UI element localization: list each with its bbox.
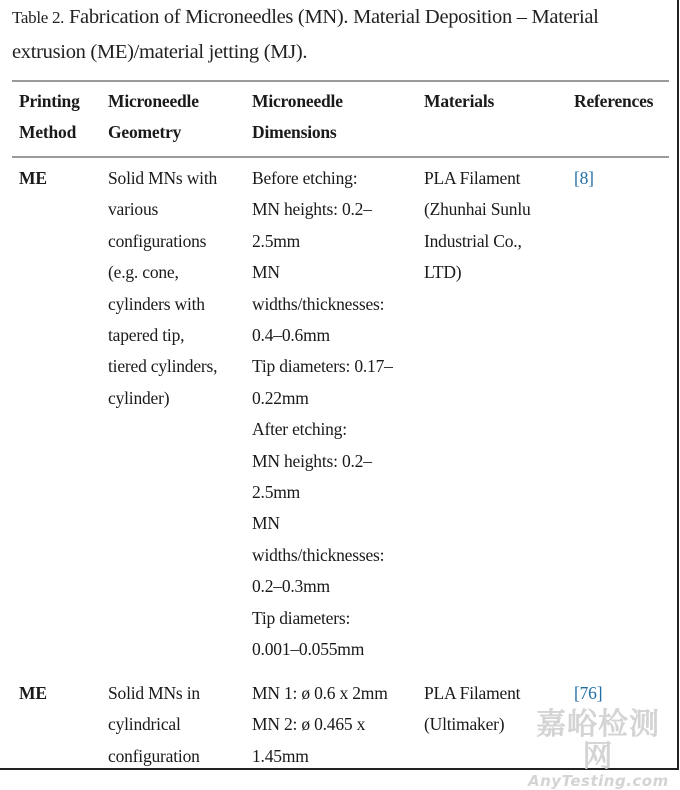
row-2-dimensions [252,678,388,772]
cell-line: (Ultimaker) [424,714,505,735]
row-2-reference [574,678,602,709]
reference-link-8[interactable]: [8] [574,168,594,188]
cell-line: various [108,199,159,220]
watermark [528,709,668,789]
header-microneedle-dimensions: Microneedle Dimensions [252,91,343,143]
watermark-site-text: AnyTesting.com [528,772,669,790]
table-top-rule [12,80,669,82]
table-label: Table 2. [12,8,65,27]
cell-line: configurations [108,230,207,251]
header-references: References [574,91,654,111]
row-1-materials [424,163,531,289]
cell-line: LTD) [424,262,462,283]
cell-line: MN heights: 0.2– [252,199,372,220]
cell-line: After etching: [252,419,347,440]
row-1-dimensions [252,163,393,666]
row-1-reference [574,163,594,194]
row-2-geometry [108,678,200,772]
cell-line: configuration [108,745,200,766]
cell-line: Solid MNs with [108,168,218,188]
row-2-materials [424,678,520,741]
cell-line: 0.2–0.3mm [252,576,330,597]
cell-line: Before etching: [252,168,358,188]
cell-line: cylindrical [108,714,181,735]
table-caption [12,0,672,69]
cell-line: 2.5mm [252,482,301,503]
cell-line: 0.001–0.055mm [252,639,365,660]
cell-line: tapered tip, [108,325,185,346]
header-microneedle-geometry: Microneedle Geometry [108,91,199,143]
cell-line: PLA Filament [424,683,521,703]
cell-line: Tip diameters: [252,607,351,628]
row-2-method: ME [19,683,47,703]
cell-line: widths/thicknesses: [252,293,385,314]
cell-line: cylinder) [108,387,170,408]
cell-line: cylinders with [108,293,205,314]
reference-link-76[interactable]: [76] [574,683,603,703]
header-materials: Materials [424,91,495,111]
cell-line: 2.5mm [252,230,301,251]
cell-line: tiered cylinders, [108,356,218,377]
caption-line-1: Fabrication of Microneedles (MN). Material Deposition – Material [68,6,599,28]
cell-line: (Zhunhai Sunlu [424,199,531,220]
cell-line: Tip diameters: 0.17– [252,356,393,377]
cell-line: Industrial Co., [424,230,522,251]
cell-line: widths/thicknesses: [252,544,385,565]
cell-line: MN 2: ø 0.465 x [252,714,366,735]
cell-line: MN [252,262,280,283]
watermark-chinese-text: 嘉峪检测网 [536,707,660,774]
cell-line: 0.22mm [252,387,309,408]
cell-line: Solid MNs in [108,683,200,703]
caption-line-2: extrusion (ME)/material jetting (MJ). [12,41,308,63]
row-1-geometry [108,163,217,414]
header-printing-method: Printing Method [19,91,80,143]
cell-line: (e.g. cone, [108,262,179,283]
cell-line: MN heights: 0.2– [252,450,372,471]
cell-line: MN 1: ø 0.6 x 2mm [252,683,388,703]
cell-line: 0.4–0.6mm [252,325,330,346]
table-header-rule [12,156,669,158]
cell-line: PLA Filament [424,168,521,188]
cell-line: 1.45mm [252,745,309,766]
cell-line: MN [252,513,280,534]
row-1-method: ME [19,168,47,188]
